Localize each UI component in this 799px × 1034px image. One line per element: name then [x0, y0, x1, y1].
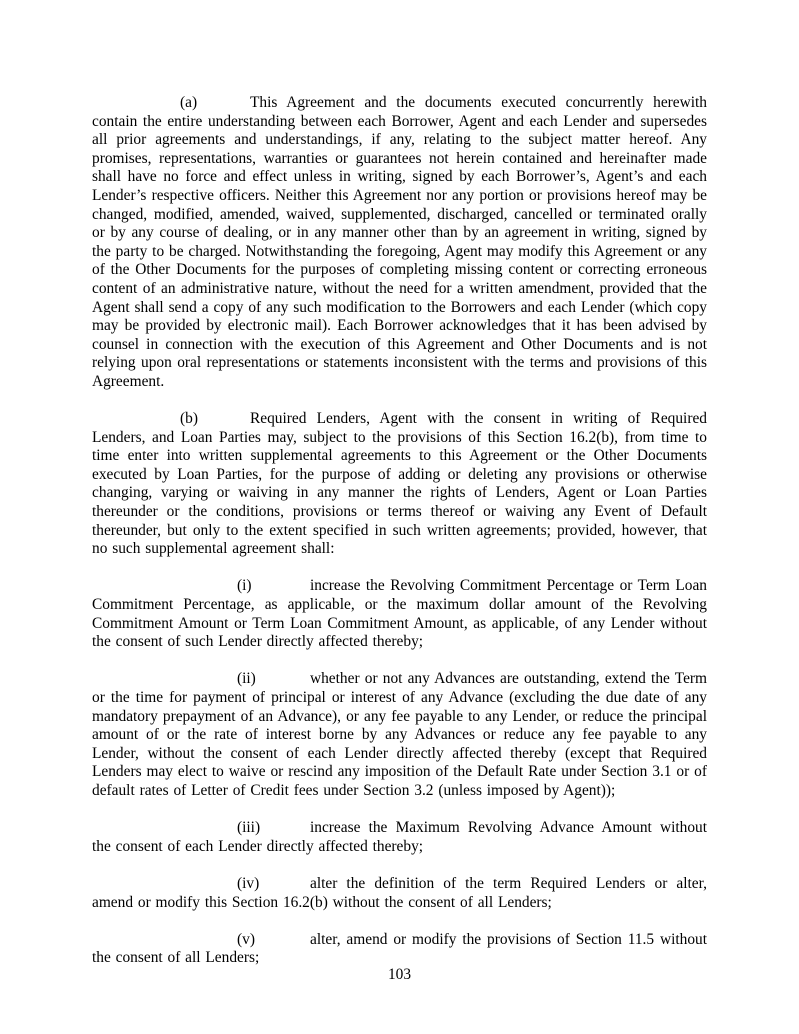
paragraph-a: [92, 94, 707, 392]
subclause-iii: [92, 819, 707, 856]
clause-label-b: (b): [180, 410, 198, 428]
clause-text-ii: whether or not any Advances are outstanding, extend the Term or the time for payment of principal or interest of any Advance (excluding the due date of any mandatory prepayment of an Advance), or any fee payable to any Lender, or reduce the principal amount of or the rate of interest borne by any Advances or reduce any fee payable to any Lender, without the consent of each Lender directly affected thereby (except that Required Lenders may elect to waive or rescind any imposition of the Default Rate under Section 3.1 or of default rates of Letter of Credit fees under Section 3.2 (unless imposed by Agent));: [92, 670, 707, 799]
document-body: [92, 94, 707, 968]
clause-text-v: alter, amend or modify the provisions of Section 11.5 without the consent of all Lenders;: [92, 930, 707, 967]
subclause-iv: [92, 875, 707, 912]
clause-text-a: This Agreement and the documents executed concurrently herewith contain the entire understanding between each Borrower, Agent and each Lender and supersedes all prior agreements and understandings, if any, relating to the subject matter hereof. Any promises, representations, warranties or guarantees not herein contained and hereinafter made shall have no force and effect unless in writing, signed by each Borrower’s, Agent’s and each Lender’s respective officers. Neither this Agreement nor any portion or provisions hereof may be changed, modified, amended, waived, supplemented, discharged, cancelled or terminated orally or by any course of dealing, or in any manner other than by an agreement in writing, signed by the party to be charged. Notwithstanding the foregoing, Agent may modify this Agreement or any of the Other Documents for the purposes of completing missing content or correcting erroneous content of an administrative nature, without the need for a written amendment, provided that the Agent shall send a copy of any such modification to the Borrowers and each Lender (which copy may be provided by electronic mail). Each Borrower acknowledges that it has been advised by counsel in connection with the execution of this Agreement and Other Documents and is not relying upon oral representations or statements inconsistent with the terms and provisions of this Agreement.: [92, 94, 707, 390]
subclause-i: [92, 577, 707, 651]
clause-label-iv: (iv): [237, 874, 260, 892]
paragraph-b: [92, 410, 707, 559]
clause-label-a: (a): [180, 94, 198, 111]
clause-text-iii: increase the Maximum Revolving Advance Amount without the consent of each Lender directly affected thereby;: [92, 819, 707, 855]
page-number: 103: [387, 966, 412, 983]
subclause-ii: [92, 670, 707, 800]
clause-text-b: Required Lenders, Agent with the consent in writing of Required Lenders, and Loan Parties may, subject to the provisions of this Section 16.2(b), from time to time enter into written supplemental agreements to this Agreement or the Other Documents executed by Loan Parties, for the purpose of adding or deleting any provisions or otherwise changing, varying or waiving in any manner the rights of Lenders, Agent or Loan Parties thereunder or the conditions, provisions or terms thereof or waiving any Event of Default thereunder, but only to the extent specified in such written agreements; provided, however, that no such supplemental agreement shall:: [92, 410, 707, 558]
clause-label-iii: (iii): [237, 819, 261, 837]
clause-label-ii: (ii): [237, 670, 256, 688]
clause-text-i: increase the Revolving Commitment Percentage or Term Loan Commitment Percentage, as applicable, or the maximum dollar amount of the Revolving Commitment Amount or Term Loan Commitment Amount, as applicable, of any Lender without the consent of such Lender directly affected thereby;: [92, 577, 707, 651]
clause-label-i: (i): [237, 577, 252, 595]
clause-text-iv: alter the definition of the term Required Lenders or alter, amend or modify this Section 16.2(b) without the consent of all Lenders;: [92, 874, 707, 911]
subclause-v: [92, 931, 707, 968]
clause-label-v: (v): [237, 930, 255, 948]
